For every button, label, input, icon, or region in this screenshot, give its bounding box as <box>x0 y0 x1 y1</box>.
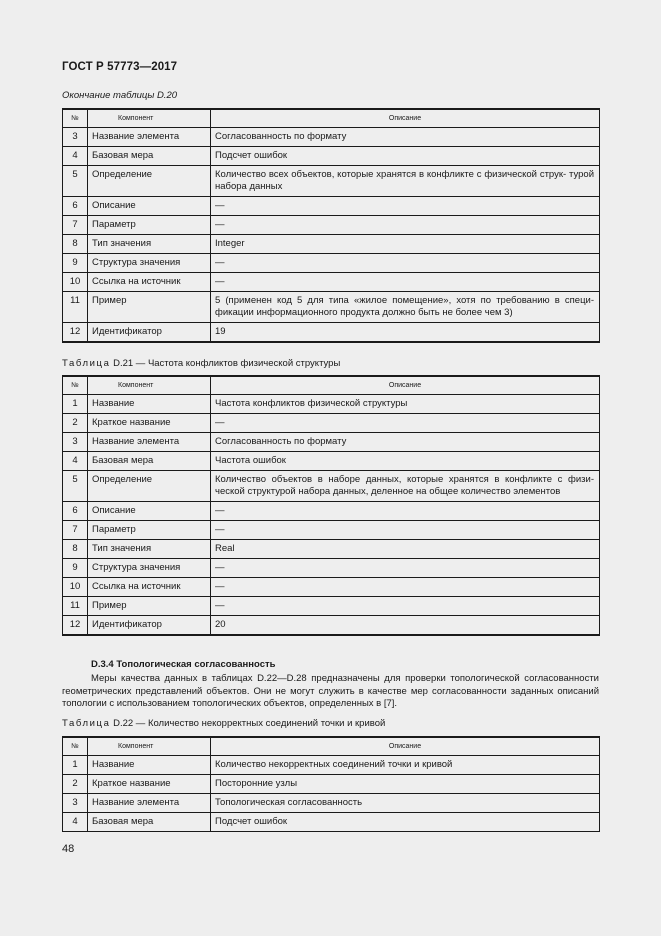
table-row <box>63 292 600 323</box>
continuation-caption: Окончание таблицы D.20 <box>62 90 178 101</box>
row-component-cell: Название элемента <box>88 794 211 813</box>
row-number-cell: 9 <box>63 254 88 273</box>
table-row <box>63 128 600 147</box>
row-number-cell: 4 <box>63 147 88 166</box>
row-description-cell: — <box>211 502 600 521</box>
table-row <box>63 471 600 502</box>
table-d20 <box>62 108 600 343</box>
row-description-cell: 19 <box>211 323 600 342</box>
row-component-cell: Краткое название <box>88 775 211 794</box>
row-component-cell: Параметр <box>88 216 211 235</box>
table-row <box>63 616 600 635</box>
row-component-cell: Тип значения <box>88 540 211 559</box>
row-number-cell: 10 <box>63 578 88 597</box>
table-caption-text: D.21 — Частота конфликтов физической структуры <box>113 358 341 369</box>
table-row <box>63 559 600 578</box>
table-row <box>63 254 600 273</box>
row-description-cell: — <box>211 559 600 578</box>
row-description-cell: Посторонние узлы <box>211 775 600 794</box>
table-header-row <box>63 376 600 395</box>
header-num: № <box>63 737 88 756</box>
row-number-cell: 1 <box>63 395 88 414</box>
table-row <box>63 578 600 597</box>
header-description: Описание <box>211 737 600 756</box>
table-row <box>63 813 600 832</box>
row-description-cell: — <box>211 197 600 216</box>
row-description-cell: — <box>211 254 600 273</box>
row-component-cell: Название элемента <box>88 433 211 452</box>
row-component-cell: Структура значения <box>88 559 211 578</box>
table-row <box>63 597 600 616</box>
row-description-cell: Real <box>211 540 600 559</box>
table-caption-label: Таблица <box>62 718 111 729</box>
page-number: 48 <box>62 843 75 855</box>
row-number-cell: 11 <box>63 292 88 323</box>
table-header-row <box>63 737 600 756</box>
row-component-cell: Краткое название <box>88 414 211 433</box>
row-component-cell: Идентификатор <box>88 616 211 635</box>
row-description-cell: Количество объектов в наборе данных, которые хранятся в конфликте с физи- ческой структурой набора данных, деленное на общее количество элементов <box>211 471 600 502</box>
table-row <box>63 756 600 775</box>
row-description-cell: — <box>211 273 600 292</box>
row-component-cell: Пример <box>88 292 211 323</box>
row-number-cell: 6 <box>63 197 88 216</box>
row-description-cell: 5 (применен код 5 для типа «жилое помещение», хотя по требованию в специ- фикации информационного продукта должно быть не более чем 3) <box>211 292 600 323</box>
row-description-cell: Частота ошибок <box>211 452 600 471</box>
row-number-cell: 12 <box>63 616 88 635</box>
row-number-cell: 5 <box>63 471 88 502</box>
row-component-cell: Пример <box>88 597 211 616</box>
row-component-cell: Базовая мера <box>88 147 211 166</box>
row-description-cell: Согласованность по формату <box>211 128 600 147</box>
row-number-cell: 1 <box>63 756 88 775</box>
table-caption-text: D.22 — Количество некорректных соединений точки и кривой <box>113 718 386 729</box>
row-component-cell: Тип значения <box>88 235 211 254</box>
table-row <box>63 147 600 166</box>
row-component-cell: Параметр <box>88 521 211 540</box>
row-description-cell: — <box>211 578 600 597</box>
row-component-cell: Описание <box>88 502 211 521</box>
table-d22-caption <box>62 718 385 729</box>
table-row <box>63 414 600 433</box>
header-component: Компонент <box>88 109 211 128</box>
row-number-cell: 2 <box>63 775 88 794</box>
table-row <box>63 794 600 813</box>
row-description-cell: Согласованность по формату <box>211 433 600 452</box>
row-number-cell: 3 <box>63 128 88 147</box>
row-component-cell: Название <box>88 756 211 775</box>
row-number-cell: 4 <box>63 452 88 471</box>
row-component-cell: Ссылка на источник <box>88 578 211 597</box>
document-code: ГОСТ Р 57773—2017 <box>62 61 178 73</box>
row-component-cell: Определение <box>88 471 211 502</box>
row-component-cell: Ссылка на источник <box>88 273 211 292</box>
row-number-cell: 2 <box>63 414 88 433</box>
row-description-cell: Количество всех объектов, которые хранятся в конфликте с физической струк- турой набора данных <box>211 166 600 197</box>
row-number-cell: 10 <box>63 273 88 292</box>
row-number-cell: 8 <box>63 540 88 559</box>
table-row <box>63 395 600 414</box>
row-number-cell: 11 <box>63 597 88 616</box>
row-number-cell: 3 <box>63 794 88 813</box>
row-description-cell: Integer <box>211 235 600 254</box>
header-component: Компонент <box>88 737 211 756</box>
table-row <box>63 323 600 342</box>
row-component-cell: Идентификатор <box>88 323 211 342</box>
row-description-cell: Топологическая согласованность <box>211 794 600 813</box>
row-component-cell: Название <box>88 395 211 414</box>
section-paragraph: Меры качества данных в таблицах D.22—D.28 предназначены для проверки топологической согласованности геометрических представлений объектов. Они не могут служить в качестве мер согласованности заданных описаний топологии с использованием топологических объектов, определенных в [7]. <box>62 673 599 709</box>
row-description-cell: — <box>211 414 600 433</box>
row-number-cell: 6 <box>63 502 88 521</box>
table-header-row <box>63 109 600 128</box>
table-row <box>63 197 600 216</box>
table-row <box>63 502 600 521</box>
table-row <box>63 540 600 559</box>
row-number-cell: 9 <box>63 559 88 578</box>
header-description: Описание <box>211 376 600 395</box>
row-number-cell: 7 <box>63 521 88 540</box>
header-num: № <box>63 376 88 395</box>
row-number-cell: 5 <box>63 166 88 197</box>
row-component-cell: Название элемента <box>88 128 211 147</box>
table-d21-caption <box>62 358 340 369</box>
table-row <box>63 216 600 235</box>
header-description: Описание <box>211 109 600 128</box>
table-row <box>63 775 600 794</box>
row-number-cell: 12 <box>63 323 88 342</box>
row-number-cell: 4 <box>63 813 88 832</box>
row-description-cell: Подсчет ошибок <box>211 147 600 166</box>
table-row <box>63 452 600 471</box>
header-component: Компонент <box>88 376 211 395</box>
row-component-cell: Базовая мера <box>88 452 211 471</box>
row-description-cell: — <box>211 216 600 235</box>
row-description-cell: Количество некорректных соединений точки и кривой <box>211 756 600 775</box>
row-component-cell: Описание <box>88 197 211 216</box>
row-description-cell: — <box>211 521 600 540</box>
row-number-cell: 8 <box>63 235 88 254</box>
row-description-cell: — <box>211 597 600 616</box>
table-d22 <box>62 736 600 832</box>
table-row <box>63 166 600 197</box>
table-row <box>63 521 600 540</box>
row-number-cell: 3 <box>63 433 88 452</box>
row-description-cell: Подсчет ошибок <box>211 813 600 832</box>
table-caption-label: Таблица <box>62 358 111 369</box>
row-description-cell: 20 <box>211 616 600 635</box>
row-number-cell: 7 <box>63 216 88 235</box>
row-component-cell: Структура значения <box>88 254 211 273</box>
table-row <box>63 433 600 452</box>
row-component-cell: Базовая мера <box>88 813 211 832</box>
section-heading: D.3.4 Топологическая согласованность <box>91 659 276 670</box>
row-description-cell: Частота конфликтов физической структуры <box>211 395 600 414</box>
table-row <box>63 273 600 292</box>
row-component-cell: Определение <box>88 166 211 197</box>
table-d21 <box>62 375 600 636</box>
table-row <box>63 235 600 254</box>
header-num: № <box>63 109 88 128</box>
